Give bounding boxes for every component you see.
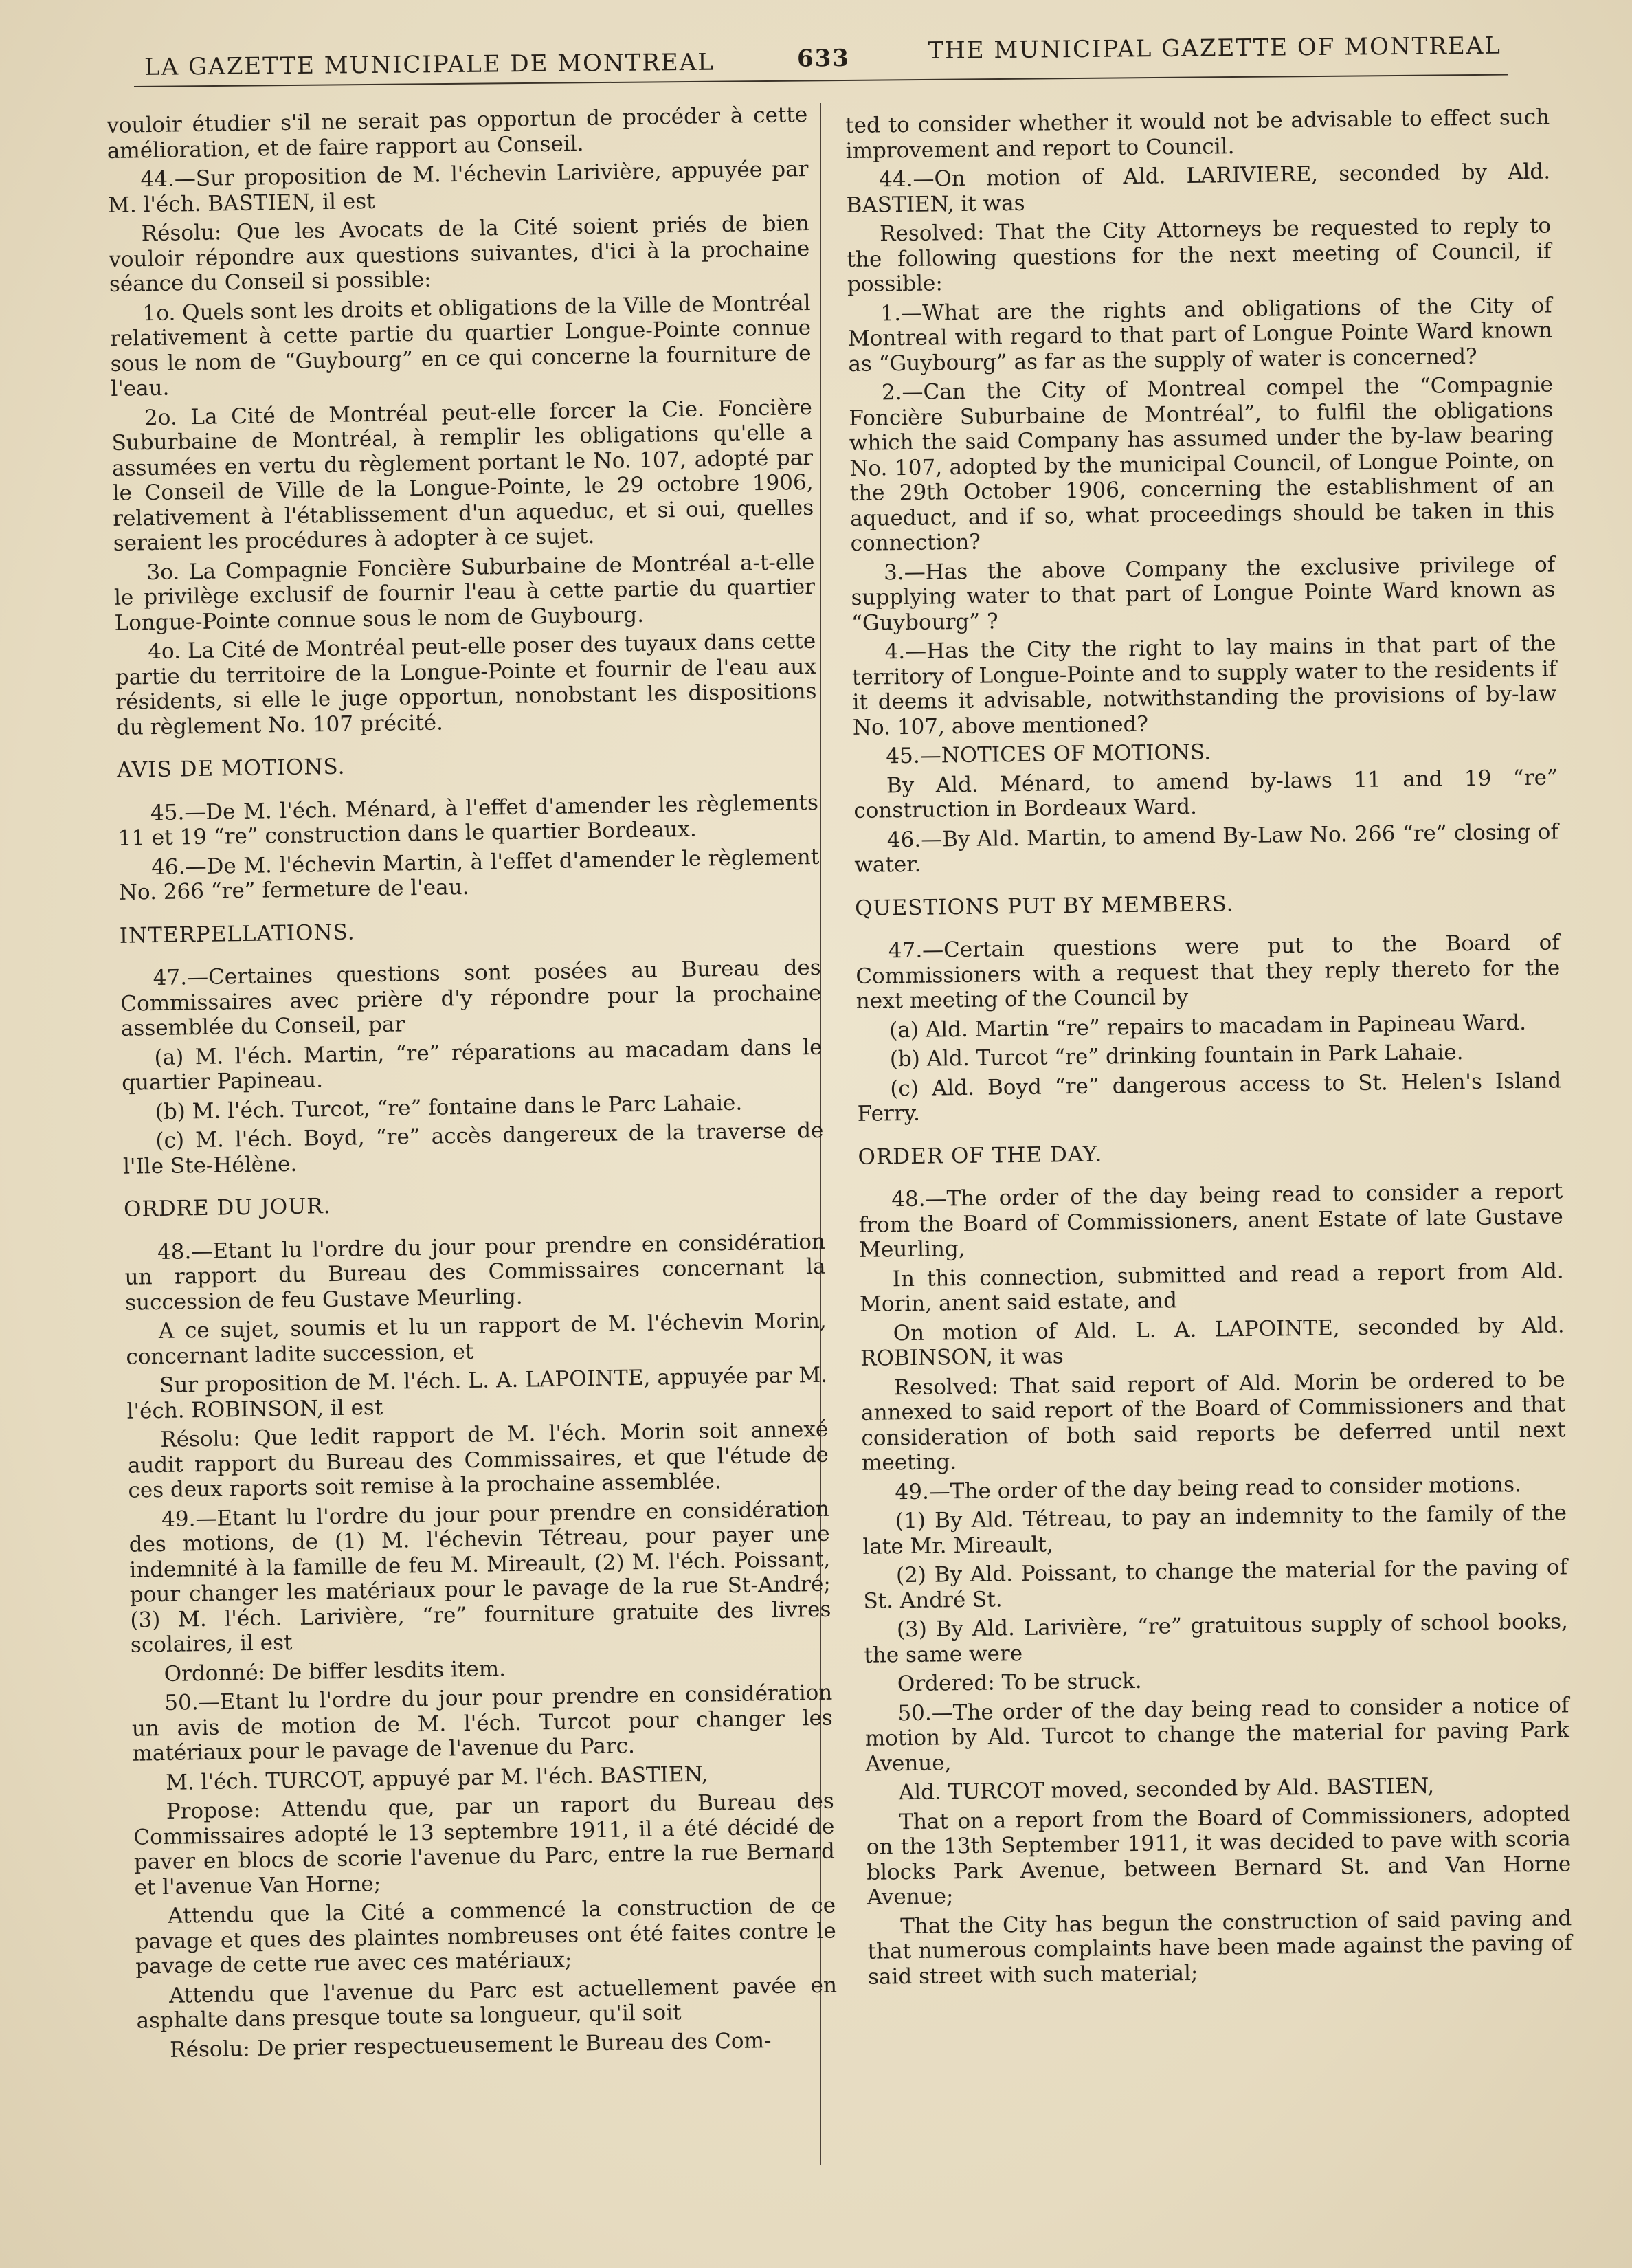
- english-paragraph: 45.—NOTICES OF MOTIONS.: [886, 740, 1211, 769]
- english-paragraph: 49.—The order of the day being read to consider motions.: [895, 1471, 1522, 1504]
- french-paragraph: 1o. Quels sont les droits et obligations de la Ville de Montréal relativement à cette partie du quartier Longue-Pointe connue sous le nom de “Guybourg” en ce qui concerne la fourniture de l'eau.: [109, 290, 812, 401]
- english-paragraph: On motion of Ald. L. A. LAPOINTE, seconded by Ald. ROBINSON, it was: [860, 1312, 1565, 1371]
- french-paragraph: A ce sujet, soumis et lu un rapport de M. l'échevin Morin, concernant ladite succession, et: [126, 1308, 827, 1370]
- french-column: [107, 102, 838, 2067]
- english-paragraph: (1) By Ald. Tétreau, to pay an indemnity to the family of the late Mr. Mireault,: [862, 1500, 1567, 1559]
- french-paragraph: Sur proposition de M. l'éch. L. A. LAPOINTE, appuyée par M. l'éch. ROBINSON, il est: [126, 1362, 828, 1424]
- french-paragraph: 48.—Etant lu l'ordre du jour pour prendre en considération un rapport du Bureau des Commissaires concernant la succession de feu Gustave Meurling.: [124, 1229, 826, 1315]
- english-paragraph: Resolved: That the City Attorneys be requested to reply to the following questions for the next meeting of Council, if possible:: [847, 213, 1552, 297]
- english-paragraph: 2.—Can the City of Montreal compel the “Compagnie Foncière Suburbaine de Montréal”, to fulfil the obligations which the said Company has assumed under the by-law bearing No. 107, adopted by the municipal Council, of Longue Pointe, on the 29th October 1906, concerning the establishment of an aqueduct, and if so, what proceedings should be taken in this connection?: [849, 372, 1555, 556]
- english-paragraph: (2) By Ald. Poissant, to change the material for the paving of St. André St.: [863, 1555, 1568, 1614]
- english-paragraph: (a) Ald. Martin “re” repairs to macadam in Papineau Ward.: [889, 1010, 1527, 1043]
- english-paragraph: By Ald. Ménard, to amend by-laws 11 and 19 “re” construction in Bordeaux Ward.: [853, 764, 1558, 823]
- english-paragraph: (3) By Ald. Larivière, “re” gratuitous supply of school books, the same were: [864, 1609, 1569, 1668]
- header-french-title: LA GAZETTE MUNICIPALE DE MONTREAL: [144, 48, 715, 81]
- french-paragraph: (a) M. l'éch. Martin, “re” réparations au macadam dans le quartier Papineau.: [121, 1034, 823, 1096]
- english-paragraph: ted to consider whether it would not be advisable to effect such improvement and report to Council.: [845, 104, 1550, 164]
- french-paragraph: Attendu que l'avenue du Parc est actuellement pavée en asphalte dans presque toute sa longueur, qu'il soit: [136, 1972, 838, 2034]
- french-section-heading: INTERPELLATIONS.: [119, 919, 355, 948]
- english-paragraph: Ald. TURCOT moved, seconded by Ald. BASTIEN,: [898, 1773, 1435, 1805]
- french-paragraph: 50.—Etant lu l'ordre du jour pour prendre en considération un avis de motion de M. l'éch. Turcot pour changer les matériaux pour le pavage de l'avenue du Parc.: [131, 1680, 834, 1766]
- page-number: 633: [796, 44, 851, 73]
- english-paragraph: That the City has begun the construction of said paving and that numerous complaints have been made against the paving of said street with such material;: [867, 1905, 1572, 1990]
- french-paragraph: 44.—Sur proposition de M. l'échevin Larivière, appuyée par M. l'éch. BASTIEN, il est: [107, 156, 809, 218]
- english-paragraph: In this connection, submitted and read a report from Ald. Morin, anent said estate, and: [859, 1258, 1564, 1317]
- english-paragraph: Resolved: That said report of Ald. Morin be ordered to be annexed to said report of the Board of Commissioners and that consideration of both said reports be deferred until next meeting.: [860, 1366, 1566, 1476]
- french-paragraph: Résolu: Que ledit rapport de M. l'éch. Morin soit annexé audit rapport du Bureau des Commissaires, et que l'étude de ces deux raports soit remise à la prochaine assemblée.: [127, 1416, 829, 1503]
- french-paragraph: vouloir étudier s'il ne serait pas opportun de procéder à cette amélioration, et de faire rapport au Conseil.: [107, 102, 808, 164]
- english-paragraph: 1.—What are the rights and obligations of the City of Montreal with regard to that part of Longue Pointe Ward known as “Guybourg” as far as the supply of water is concerned?: [847, 292, 1553, 377]
- french-section-heading: ORDRE DU JOUR.: [123, 1194, 331, 1222]
- english-paragraph: 48.—The order of the day being read to consider a report from the Board of Commissioners, anent Estate of late Gustave Meurling,: [858, 1179, 1563, 1263]
- french-paragraph: (c) M. l'éch. Boyd, “re” accès dangereux de la traverse de l'Ile Ste-Hélène.: [122, 1118, 824, 1179]
- french-paragraph: Attendu que la Cité a commencé la construction de ce pavage et ques des plaintes nombreuses ont été faites contre le pavage de cette rue avec ces matériaux;: [135, 1893, 836, 1979]
- english-paragraph: (b) Ald. Turcot “re” drinking fountain in Park Lahaie.: [889, 1040, 1464, 1072]
- french-section-heading: AVIS DE MOTIONS.: [116, 754, 346, 783]
- english-paragraph: Ordered: To be struck.: [897, 1668, 1142, 1697]
- english-paragraph: 47.—Certain questions were put to the Board of Commissioners with a request that they reply thereto for the next meeting of the Council by: [856, 930, 1561, 1014]
- french-paragraph: 46.—De M. l'échevin Martin, à l'effet d'amender le règlement No. 266 “re” fermeture de l'eau.: [118, 844, 820, 905]
- english-paragraph: 46.—By Ald. Martin, to amend By-Law No. 266 “re” closing of water.: [854, 819, 1559, 878]
- english-section-heading: ORDER OF THE DAY.: [858, 1142, 1103, 1170]
- english-column: [845, 104, 1572, 1993]
- english-paragraph: That on a report from the Board of Commissioners, adopted on the 13th September 1911, it was decided to pave with scoria blocks Park Avenue, between Bernard St. and Van Horne Avenue;: [866, 1801, 1572, 1910]
- english-paragraph: 3.—Has the above Company the exclusive privilege of supplying water to that part of Longue Pointe Ward known as “Guybourg” ?: [851, 551, 1556, 636]
- french-paragraph: 3o. La Compagnie Foncière Suburbaine de Montréal a-t-elle le privilège exclusif de fournir l'eau à cette partie du quartier Longue-Pointe connue sous le nom de Guybourg.: [113, 549, 816, 636]
- french-paragraph: Propose: Attendu que, par un raport du Bureau des Commissaires adopté le 13 septembre 1911, il a été décidé de paver en blocs de scorie l'avenue du Parc, entre la rue Bernard et l'avenue Van Horne;: [133, 1788, 836, 1900]
- french-paragraph: 45.—De M. l'éch. Ménard, à l'effet d'amender les règlements 11 et 19 “re” construction dans le quartier Bordeaux.: [118, 790, 819, 851]
- english-section-heading: QUESTIONS PUT BY MEMBERS.: [854, 891, 1234, 921]
- french-paragraph: 47.—Certaines questions sont posées au Bureau des Commissaires avec prière d'y répondre pour la prochaine assemblée du Conseil, par: [120, 955, 822, 1041]
- english-paragraph: 44.—On motion of Ald. LARIVIERE, seconded by Ald. BASTIEN, it was: [846, 159, 1551, 218]
- french-paragraph: Résolu: Que les Avocats de la Cité soient priés de bien vouloir répondre aux questions suivantes, d'ici à la prochaine séance du Conseil si possible:: [109, 210, 810, 297]
- french-paragraph: Ordonné: De biffer lesdits item.: [164, 1656, 506, 1687]
- english-paragraph: (c) Ald. Boyd “re” dangerous access to St. Helen's Island Ferry.: [857, 1067, 1562, 1126]
- french-paragraph: 49.—Etant lu l'ordre du jour pour prendre en considération des motions, de (1) M. l'échevin Tétreau, pour payer une indemnité à la famille de feu M. Mireault, (2) M. l'éch. Poissant, pour changer les matériaux pour le pavage de la rue St-André; (3) M. l'éch. Larivière, “re” fourniture gratuite des livres scolaires, il est: [128, 1496, 831, 1658]
- french-paragraph: 2o. La Cité de Montréal peut-elle forcer la Cie. Foncière Suburbaine de Montréal, à remplir les obligations qu'elle a assumées en vertu du règlement portant le No. 107, adopté par le Conseil de Ville de la Longue-Pointe, le 29 octobre 1906, relativement à l'établissement d'un aqueduc, et si oui, quelles seraient les procédures à adopter à ce sujet.: [111, 394, 814, 556]
- french-paragraph: Résolu: De prier respectueusement le Bureau des Com-: [169, 2027, 772, 2063]
- english-paragraph: 50.—The order of the day being read to consider a notice of motion by Ald. Turcot to change the material for paving Park Avenue,: [864, 1692, 1570, 1777]
- french-paragraph: 4o. La Cité de Montréal peut-elle poser des tuyaux dans cette partie du territoire de la Longue-Pointe et fournir de l'eau aux résidents, si elle le juge opportun, nonobstant les dispositions du règlement No. 107 précité.: [115, 628, 817, 740]
- header-english-title: THE MUNICIPAL GAZETTE OF MONTREAL: [928, 32, 1502, 65]
- english-paragraph: 4.—Has the City the right to lay mains in that part of the territory of Longue-Pointe and to supply water to the residents if it deems it advisable, notwithstanding the provisions of by-law No. 107, above mentioned?: [851, 631, 1557, 740]
- french-paragraph: M. l'éch. TURCOT, appuyé par M. l'éch. BASTIEN,: [165, 1761, 708, 1795]
- french-paragraph: (b) M. l'éch. Turcot, “re” fontaine dans le Parc Lahaie.: [155, 1090, 743, 1124]
